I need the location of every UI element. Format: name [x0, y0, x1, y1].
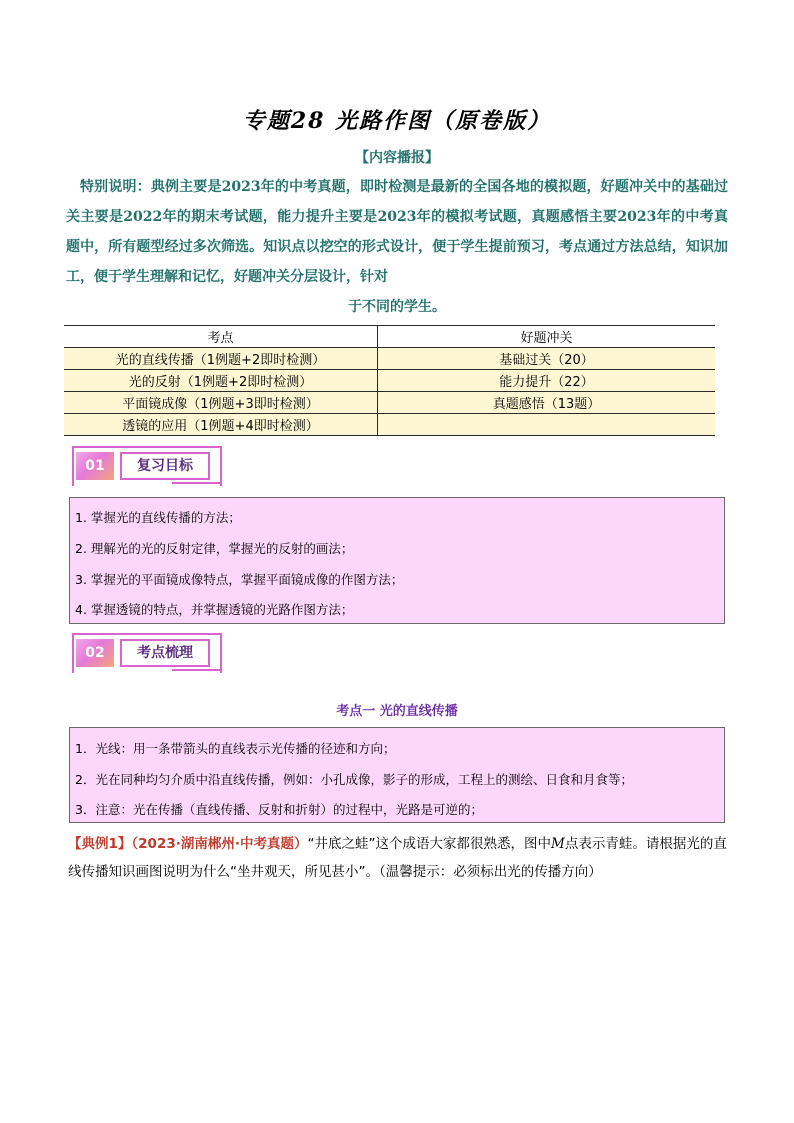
point-label: M [551, 836, 565, 852]
table-row [64, 414, 715, 436]
section-badge-review-goals [72, 446, 220, 486]
topics-table [64, 325, 715, 436]
section-number: 02 [76, 639, 114, 667]
section-label: 考点梳理 [120, 639, 210, 667]
goal-item: 3. 掌握光的平面镜成像特点，掌握平面镜成像的作图方法； [75, 572, 404, 587]
table-cell: 能力提升（22） [378, 370, 716, 392]
example-question [68, 830, 730, 886]
table-header-cell: 好题冲关 [378, 326, 716, 348]
section-badge-key-points [72, 633, 220, 673]
intro-text-last: 于不同的学生。 [348, 299, 446, 315]
example-text: 点表示青蛙。请根据光的直线传播知识画图说明为什么“坐井观天，所见甚小”。（温馨提示：必须标出光的传播方向） [68, 836, 727, 880]
key-point-item: 2．光在同种均匀介质中沿直线传播，例如：小孔成像，影子的形成，工程上的测绘、日食和月食等； [75, 772, 633, 787]
example-text: “井底之蛙”这个成语大家都很熟悉，图中 [307, 836, 551, 852]
section-number: 01 [76, 452, 114, 480]
table-cell: 光的反射（1例题+2即时检测） [64, 370, 378, 392]
section-label: 复习目标 [120, 452, 210, 480]
table-cell: 光的直线传播（1例题+2即时检测） [64, 348, 378, 370]
table-cell: 平面镜成像（1例题+3即时检测） [64, 392, 378, 414]
page-title: 专题28 光路作图（原卷版） [242, 108, 552, 134]
table-row [64, 392, 715, 414]
intro-text: 特别说明：典例主要是2023年的中考真题，即时检测是最新的全国各地的模拟题，好题冲关中的基础过关主要是2022年的期末考试题，能力提升主要是2023年的模拟考试题，真题感悟主要2023年的中考真题中，所有题型经过多次筛选。知识点以挖空的形式设计，便于学生提前预习，考点通过方法总结，知识加工，便于学生理解和记忆，好题冲关分层设计，针对 [66, 179, 728, 285]
example-source: （2023·湖南郴州·中考真题） [131, 836, 308, 852]
table-row [64, 370, 715, 392]
table-cell [378, 414, 716, 436]
content-broadcast-heading: 【内容播报】 [355, 150, 439, 166]
table-header-row [64, 326, 715, 348]
badge-underline [172, 669, 220, 671]
goal-item: 4. 掌握透镜的特点，并掌握透镜的光路作图方法； [75, 602, 354, 617]
intro-paragraph [66, 172, 728, 322]
example-tag: 【典例1】 [68, 836, 132, 852]
table-header-cell: 考点 [64, 326, 378, 348]
key-point-title: 考点一 光的直线传播 [336, 704, 458, 719]
goal-item: 2. 理解光的光的反射定律，掌握光的反射的画法； [75, 541, 354, 556]
badge-underline [172, 482, 220, 484]
review-goals-box [69, 497, 725, 624]
key-point-item: 1．光线：用一条带箭头的直线表示光传播的径迹和方向； [75, 741, 396, 756]
table-row [64, 348, 715, 370]
key-point-item: 3．注意：光在传播（直线传播、反射和折射）的过程中，光路是可逆的； [75, 802, 483, 817]
table-cell: 真题感悟（13题） [378, 392, 716, 414]
goal-item: 1. 掌握光的直线传播的方法； [75, 510, 241, 525]
table-cell: 基础过关（20） [378, 348, 716, 370]
key-point-box [69, 727, 725, 823]
table-cell: 透镜的应用（1例题+4即时检测） [64, 414, 378, 436]
